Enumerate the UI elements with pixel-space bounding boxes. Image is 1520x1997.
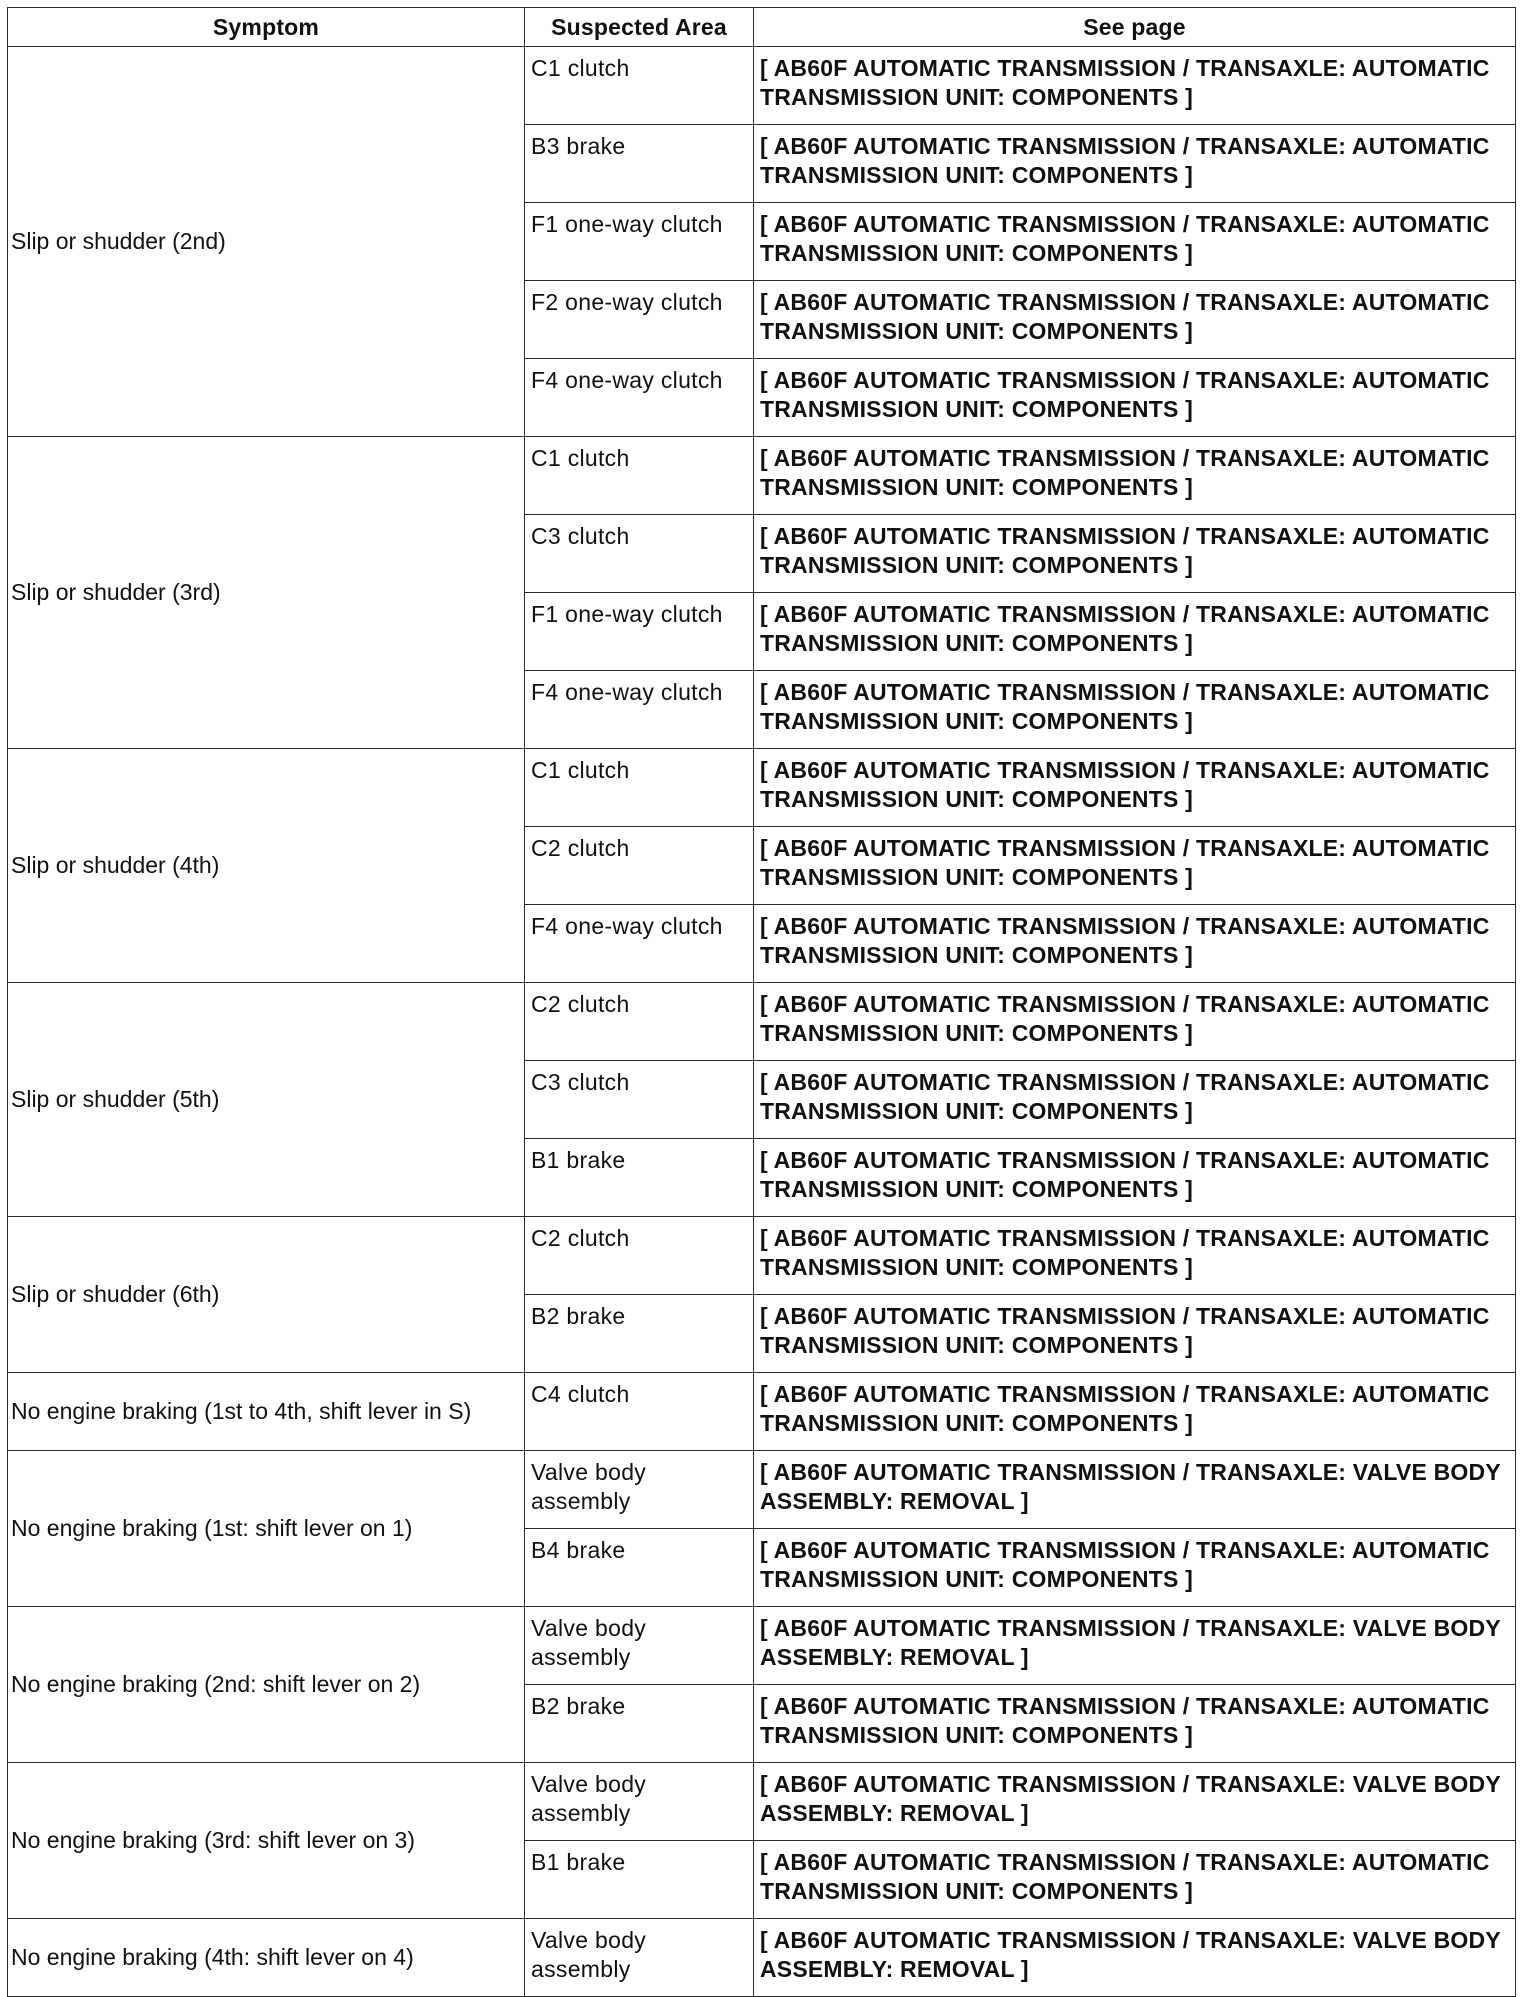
suspected-area-cell: Valve body assembly xyxy=(525,1607,754,1685)
header-symptom: Symptom xyxy=(8,8,525,47)
suspected-area-cell: F4 one-way clutch xyxy=(525,905,754,983)
see-page-link[interactable]: [ AB60F AUTOMATIC TRANSMISSION / TRANSAXLE: AUTOMATIC TRANSMISSION UNIT: COMPONENTS ] xyxy=(754,1841,1516,1919)
header-see-page: See page xyxy=(754,8,1516,47)
suspected-area-cell: C3 clutch xyxy=(525,1061,754,1139)
suspected-area-cell: F4 one-way clutch xyxy=(525,359,754,437)
table-row xyxy=(8,1607,1516,1685)
symptom-cell: No engine braking (4th: shift lever on 4) xyxy=(8,1919,525,1997)
suspected-area-cell: F4 one-way clutch xyxy=(525,671,754,749)
suspected-area-cell: C1 clutch xyxy=(525,437,754,515)
see-page-link[interactable]: [ AB60F AUTOMATIC TRANSMISSION / TRANSAXLE: AUTOMATIC TRANSMISSION UNIT: COMPONENTS ] xyxy=(754,1295,1516,1373)
suspected-area-cell: C2 clutch xyxy=(525,983,754,1061)
see-page-link[interactable]: [ AB60F AUTOMATIC TRANSMISSION / TRANSAXLE: AUTOMATIC TRANSMISSION UNIT: COMPONENTS ] xyxy=(754,1685,1516,1763)
symptom-cell: Slip or shudder (5th) xyxy=(8,983,525,1217)
troubleshooting-table-container xyxy=(7,7,1515,1997)
header-suspected-area: Suspected Area xyxy=(525,8,754,47)
symptom-cell: Slip or shudder (4th) xyxy=(8,749,525,983)
see-page-link[interactable]: [ AB60F AUTOMATIC TRANSMISSION / TRANSAXLE: AUTOMATIC TRANSMISSION UNIT: COMPONENTS ] xyxy=(754,47,1516,125)
see-page-link[interactable]: [ AB60F AUTOMATIC TRANSMISSION / TRANSAXLE: AUTOMATIC TRANSMISSION UNIT: COMPONENTS ] xyxy=(754,1529,1516,1607)
suspected-area-cell: B2 brake xyxy=(525,1295,754,1373)
see-page-link[interactable]: [ AB60F AUTOMATIC TRANSMISSION / TRANSAXLE: AUTOMATIC TRANSMISSION UNIT: COMPONENTS ] xyxy=(754,515,1516,593)
troubleshooting-table xyxy=(7,7,1516,1997)
see-page-link[interactable]: [ AB60F AUTOMATIC TRANSMISSION / TRANSAXLE: AUTOMATIC TRANSMISSION UNIT: COMPONENTS ] xyxy=(754,125,1516,203)
table-row xyxy=(8,1451,1516,1529)
see-page-link[interactable]: [ AB60F AUTOMATIC TRANSMISSION / TRANSAXLE: VALVE BODY ASSEMBLY: REMOVAL ] xyxy=(754,1607,1516,1685)
suspected-area-cell: B1 brake xyxy=(525,1841,754,1919)
see-page-link[interactable]: [ AB60F AUTOMATIC TRANSMISSION / TRANSAXLE: AUTOMATIC TRANSMISSION UNIT: COMPONENTS ] xyxy=(754,281,1516,359)
see-page-link[interactable]: [ AB60F AUTOMATIC TRANSMISSION / TRANSAXLE: AUTOMATIC TRANSMISSION UNIT: COMPONENTS ] xyxy=(754,359,1516,437)
suspected-area-cell: Valve body assembly xyxy=(525,1763,754,1841)
see-page-link[interactable]: [ AB60F AUTOMATIC TRANSMISSION / TRANSAXLE: VALVE BODY ASSEMBLY: REMOVAL ] xyxy=(754,1919,1516,1997)
suspected-area-cell: B2 brake xyxy=(525,1685,754,1763)
see-page-link[interactable]: [ AB60F AUTOMATIC TRANSMISSION / TRANSAXLE: AUTOMATIC TRANSMISSION UNIT: COMPONENTS ] xyxy=(754,827,1516,905)
suspected-area-cell: B3 brake xyxy=(525,125,754,203)
suspected-area-cell: F1 one-way clutch xyxy=(525,203,754,281)
see-page-link[interactable]: [ AB60F AUTOMATIC TRANSMISSION / TRANSAXLE: AUTOMATIC TRANSMISSION UNIT: COMPONENTS ] xyxy=(754,437,1516,515)
suspected-area-cell: Valve body assembly xyxy=(525,1919,754,1997)
table-row xyxy=(8,983,1516,1061)
see-page-link[interactable]: [ AB60F AUTOMATIC TRANSMISSION / TRANSAXLE: AUTOMATIC TRANSMISSION UNIT: COMPONENTS ] xyxy=(754,1061,1516,1139)
see-page-link[interactable]: [ AB60F AUTOMATIC TRANSMISSION / TRANSAXLE: VALVE BODY ASSEMBLY: REMOVAL ] xyxy=(754,1451,1516,1529)
suspected-area-cell: C3 clutch xyxy=(525,515,754,593)
see-page-link[interactable]: [ AB60F AUTOMATIC TRANSMISSION / TRANSAXLE: AUTOMATIC TRANSMISSION UNIT: COMPONENTS ] xyxy=(754,203,1516,281)
suspected-area-cell: F2 one-way clutch xyxy=(525,281,754,359)
table-row xyxy=(8,749,1516,827)
header-row xyxy=(8,8,1516,47)
symptom-cell: Slip or shudder (3rd) xyxy=(8,437,525,749)
symptom-cell: No engine braking (2nd: shift lever on 2) xyxy=(8,1607,525,1763)
see-page-link[interactable]: [ AB60F AUTOMATIC TRANSMISSION / TRANSAXLE: AUTOMATIC TRANSMISSION UNIT: COMPONENTS ] xyxy=(754,1139,1516,1217)
see-page-link[interactable]: [ AB60F AUTOMATIC TRANSMISSION / TRANSAXLE: AUTOMATIC TRANSMISSION UNIT: COMPONENTS ] xyxy=(754,671,1516,749)
suspected-area-cell: C1 clutch xyxy=(525,47,754,125)
suspected-area-cell: F1 one-way clutch xyxy=(525,593,754,671)
table-row xyxy=(8,437,1516,515)
see-page-link[interactable]: [ AB60F AUTOMATIC TRANSMISSION / TRANSAXLE: VALVE BODY ASSEMBLY: REMOVAL ] xyxy=(754,1763,1516,1841)
suspected-area-cell: C1 clutch xyxy=(525,749,754,827)
suspected-area-cell: C2 clutch xyxy=(525,827,754,905)
table-row xyxy=(8,1217,1516,1295)
symptom-cell: No engine braking (1st: shift lever on 1) xyxy=(8,1451,525,1607)
symptom-cell: No engine braking (1st to 4th, shift lever in S) xyxy=(8,1373,525,1451)
symptom-cell: Slip or shudder (2nd) xyxy=(8,47,525,437)
see-page-link[interactable]: [ AB60F AUTOMATIC TRANSMISSION / TRANSAXLE: AUTOMATIC TRANSMISSION UNIT: COMPONENTS ] xyxy=(754,983,1516,1061)
table-row xyxy=(8,1919,1516,1997)
table-row xyxy=(8,1373,1516,1451)
symptom-cell: No engine braking (3rd: shift lever on 3) xyxy=(8,1763,525,1919)
see-page-link[interactable]: [ AB60F AUTOMATIC TRANSMISSION / TRANSAXLE: AUTOMATIC TRANSMISSION UNIT: COMPONENTS ] xyxy=(754,593,1516,671)
see-page-link[interactable]: [ AB60F AUTOMATIC TRANSMISSION / TRANSAXLE: AUTOMATIC TRANSMISSION UNIT: COMPONENTS ] xyxy=(754,1217,1516,1295)
table-body xyxy=(8,47,1516,1997)
see-page-link[interactable]: [ AB60F AUTOMATIC TRANSMISSION / TRANSAXLE: AUTOMATIC TRANSMISSION UNIT: COMPONENTS ] xyxy=(754,1373,1516,1451)
table-row xyxy=(8,1763,1516,1841)
see-page-link[interactable]: [ AB60F AUTOMATIC TRANSMISSION / TRANSAXLE: AUTOMATIC TRANSMISSION UNIT: COMPONENTS ] xyxy=(754,905,1516,983)
suspected-area-cell: Valve body assembly xyxy=(525,1451,754,1529)
see-page-link[interactable]: [ AB60F AUTOMATIC TRANSMISSION / TRANSAXLE: AUTOMATIC TRANSMISSION UNIT: COMPONENTS ] xyxy=(754,749,1516,827)
symptom-cell: Slip or shudder (6th) xyxy=(8,1217,525,1373)
suspected-area-cell: C2 clutch xyxy=(525,1217,754,1295)
suspected-area-cell: B1 brake xyxy=(525,1139,754,1217)
suspected-area-cell: B4 brake xyxy=(525,1529,754,1607)
table-row xyxy=(8,47,1516,125)
suspected-area-cell: C4 clutch xyxy=(525,1373,754,1451)
